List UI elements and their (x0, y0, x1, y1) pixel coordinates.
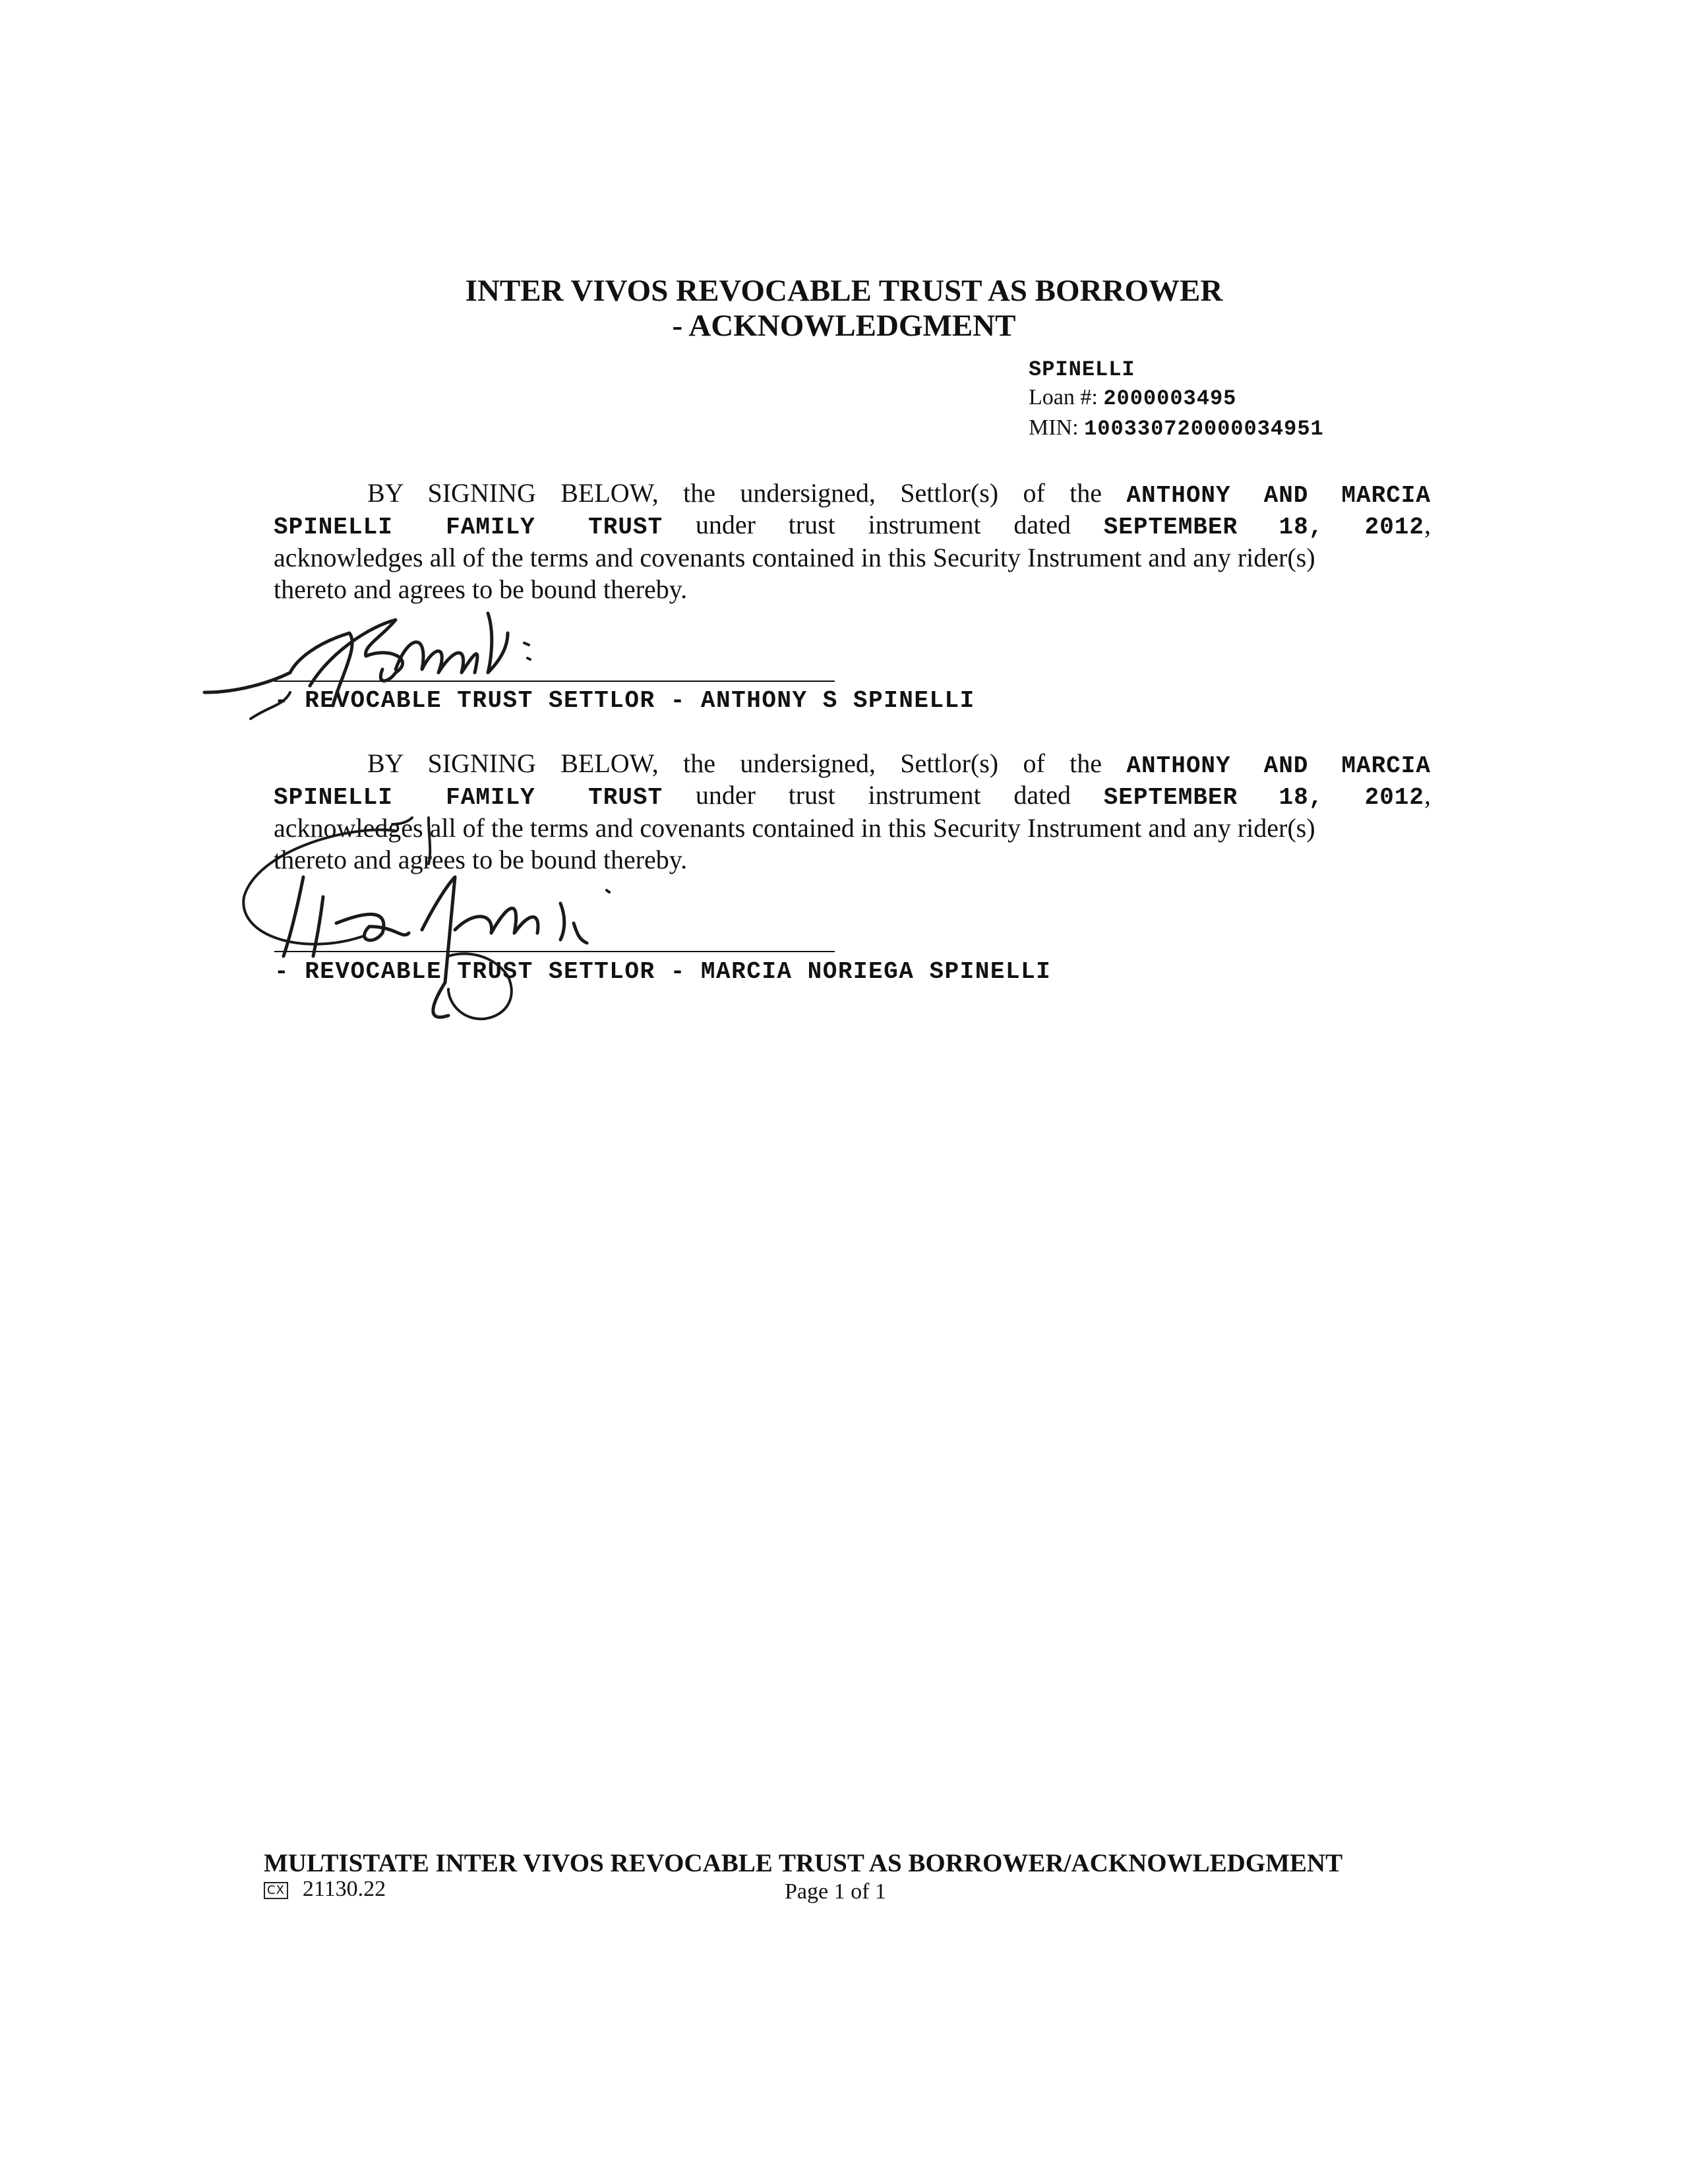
handwritten-signature-1 (198, 607, 791, 739)
min-number (1029, 417, 1324, 440)
form-code (264, 1878, 386, 1900)
handwritten-signature-2 (231, 798, 824, 1035)
signature-caption: - REVOCABLE TRUST SETTLOR - MARCIA NORIEGA SPINELLI (274, 958, 1052, 985)
min-label: MIN: (1029, 415, 1079, 440)
document-title-line-1: INTER VIVOS REVOCABLE TRUST AS BORROWER (465, 274, 1223, 308)
paragraph-line: BY SIGNING BELOW, the undersigned, Settlor(s) of the ANTHONY AND MARCIA (367, 478, 1432, 509)
form-title: MULTISTATE INTER VIVOS REVOCABLE TRUST AS BORROWER/ACKNOWLEDGMENT (264, 1849, 1343, 1877)
signature-caption: - REVOCABLE TRUST SETTLOR - ANTHONY S SPINELLI (274, 687, 975, 714)
paragraph-line: thereto and agrees to be bound thereby. (274, 574, 688, 604)
loan-label: Loan #: (1029, 385, 1098, 410)
paragraph-line: acknowledges all of the terms and covenants contained in this Security Instrument and any rider(s) (274, 543, 1315, 572)
paragraph-line: acknowledges all of the terms and covenants contained in this Security Instrument and any rider(s) (274, 813, 1315, 843)
form-number: 21130.22 (302, 1877, 386, 1901)
document-title-line-2: - ACKNOWLEDGMENT (672, 309, 1016, 343)
paragraph-line: SPINELLI FAMILY TRUST under trust instrument dated SEPTEMBER 18, 2012, (274, 510, 1432, 541)
cx-logo-icon: CX (264, 1882, 288, 1899)
borrower-name: SPINELLI (1029, 357, 1135, 382)
paragraph-line: thereto and agrees to be bound thereby. (274, 845, 688, 874)
min-value: 100330720000034951 (1084, 417, 1324, 441)
page-number: Page 1 of 1 (785, 1879, 886, 1904)
loan-value: 2000003495 (1103, 386, 1237, 411)
paragraph-line: BY SIGNING BELOW, the undersigned, Settlor(s) of the ANTHONY AND MARCIA (367, 748, 1432, 779)
paragraph-line: SPINELLI FAMILY TRUST under trust instrument dated SEPTEMBER 18, 2012, (274, 780, 1432, 811)
loan-number (1029, 386, 1236, 410)
